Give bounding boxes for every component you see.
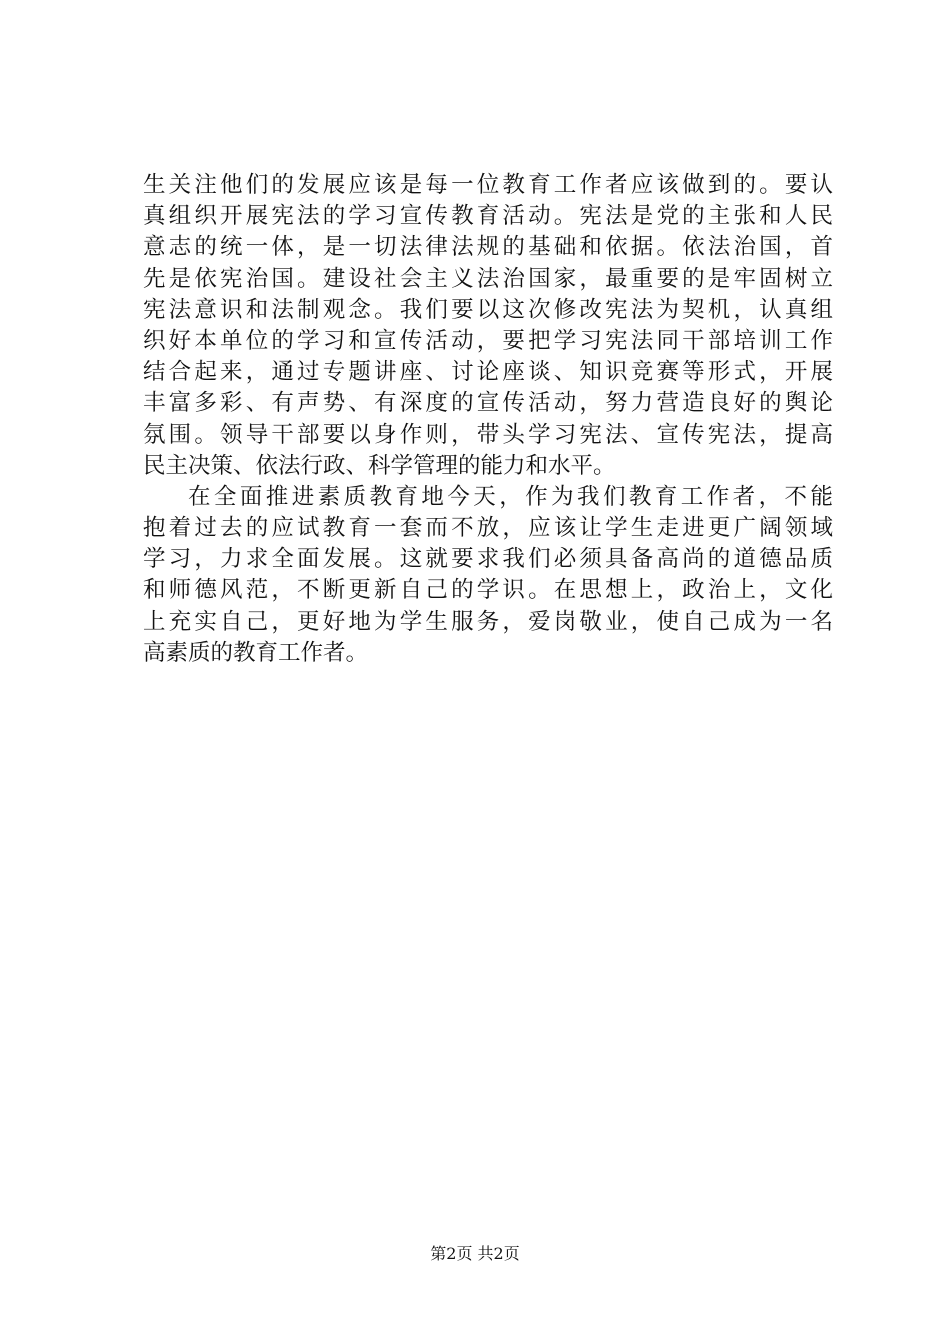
text-line: 生关注他们的发展应该是每一位教育工作者应该做到的。要认 (143, 172, 833, 198)
text-line: 丰富多彩、有声势、有深度的宣传活动，努力营造良好的舆论 (143, 390, 833, 417)
text-line: 宪法意识和法制观念。我们要以这次修改宪法为契机，认真组 (143, 296, 833, 323)
text-line: 学习，力求全面发展。这就要求我们必须具备高尚的道德品质 (143, 546, 833, 573)
text-line: 结合起来，通过专题讲座、讨论座谈、知识竞赛等形式，开展 (143, 359, 833, 386)
page-footer (0, 1244, 950, 1264)
text-line: 高素质的教育工作者。 (143, 639, 369, 666)
text-line: 民主决策、依法行政、科学管理的能力和水平。 (143, 452, 616, 479)
text-line: 上充实自己，更好地为学生服务，爱岗敬业，使自己成为一名 (143, 608, 833, 635)
text-line: 意志的统一体，是一切法律法规的基础和依据。依法治国，首 (143, 234, 833, 261)
text-line: 和师德风范，不断更新自己的学识。在思想上，政治上，文化 (143, 577, 833, 604)
text-line: 抱着过去的应试教育一套而不放，应该让学生走进更广阔领域 (143, 515, 833, 542)
body-text (143, 170, 833, 669)
page-number: 第2页 共2页 (430, 1244, 520, 1263)
text-line: 氛围。领导干部要以身作则，带头学习宪法、宣传宪法，提高 (143, 421, 833, 448)
text-line: 在全面推进素质教育地今天，作为我们教育工作者，不能 (188, 483, 833, 510)
text-line: 织好本单位的学习和宣传活动，要把学习宪法同干部培训工作 (143, 327, 833, 354)
text-line: 真组织开展宪法的学习宣传教育活动。宪法是党的主张和人民 (143, 203, 833, 230)
text-line: 先是依宪治国。建设社会主义法治国家，最重要的是牢固树立 (143, 265, 833, 292)
